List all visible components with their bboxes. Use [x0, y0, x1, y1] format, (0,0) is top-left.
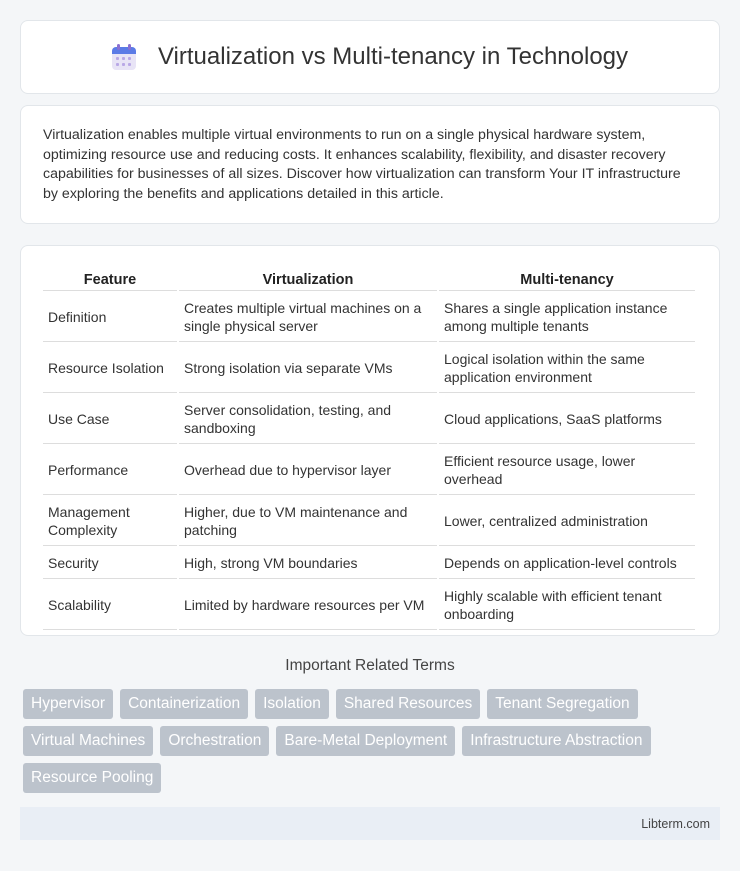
calendar-icon: [112, 44, 136, 70]
multi-tenancy-cell: Efficient resource usage, lower overhead: [439, 446, 695, 495]
multi-tenancy-cell: Logical isolation within the same application environment: [439, 344, 695, 393]
virtualization-cell: Overhead due to hypervisor layer: [179, 446, 437, 495]
virtualization-cell: Creates multiple virtual machines on a single physical server: [179, 293, 437, 342]
multi-tenancy-cell: Depends on application-level controls: [439, 548, 695, 579]
multi-tenancy-cell: Lower, centralized administration: [439, 497, 695, 546]
header-feature: Feature: [43, 268, 177, 291]
table-row: [43, 497, 695, 546]
table-row: [43, 548, 695, 579]
tag-resource-pooling[interactable]: Resource Pooling: [23, 763, 161, 793]
header-multi-tenancy: Multi-tenancy: [439, 268, 695, 291]
tag-bare-metal-deployment[interactable]: Bare-Metal Deployment: [276, 726, 455, 756]
intro-card: [20, 105, 720, 224]
related-terms-title: Important Related Terms: [285, 657, 455, 674]
tag-hypervisor[interactable]: Hypervisor: [23, 689, 113, 719]
table-row: [43, 446, 695, 495]
table-row: [43, 395, 695, 444]
virtualization-cell: Strong isolation via separate VMs: [179, 344, 437, 393]
multi-tenancy-cell: Highly scalable with efficient tenant onboarding: [439, 581, 695, 630]
tag-isolation[interactable]: Isolation: [255, 689, 329, 719]
tag-virtual-machines[interactable]: Virtual Machines: [23, 726, 153, 756]
virtualization-cell: Limited by hardware resources per VM: [179, 581, 437, 630]
multi-tenancy-cell: Cloud applications, SaaS platforms: [439, 395, 695, 444]
intro-text: Virtualization enables multiple virtual environments to run on a single physical hardware system, optimizing resource use and reducing costs. It enhances scalability, flexibility, and disaster recovery capabilities for businesses of all sizes. Discover how virtualization can transform Your IT infrastructure by exploring the benefits and applications detailed in this article.: [43, 127, 681, 202]
feature-cell: Resource Isolation: [43, 344, 177, 393]
feature-cell: Definition: [43, 293, 177, 342]
feature-cell: Management Complexity: [43, 497, 177, 546]
tag-containerization[interactable]: Containerization: [120, 689, 248, 719]
tag-tenant-segregation[interactable]: Tenant Segregation: [487, 689, 637, 719]
feature-cell: Scalability: [43, 581, 177, 630]
header-card: [20, 20, 720, 94]
feature-cell: Security: [43, 548, 177, 579]
multi-tenancy-cell: Shares a single application instance among multiple tenants: [439, 293, 695, 342]
feature-cell: Performance: [43, 446, 177, 495]
header-virtualization: Virtualization: [179, 268, 437, 291]
tag-shared-resources[interactable]: Shared Resources: [336, 689, 480, 719]
footer-site-link[interactable]: Libterm.com: [641, 816, 710, 831]
table-row: [43, 293, 695, 342]
table-row: [43, 581, 695, 630]
virtualization-cell: Higher, due to VM maintenance and patching: [179, 497, 437, 546]
feature-cell: Use Case: [43, 395, 177, 444]
table-row: [43, 344, 695, 393]
page-title: Virtualization vs Multi-tenancy in Technology: [157, 43, 629, 70]
tag-orchestration[interactable]: Orchestration: [160, 726, 269, 756]
related-terms-tags: [23, 689, 713, 793]
virtualization-cell: High, strong VM boundaries: [179, 548, 437, 579]
footer: [20, 807, 720, 840]
tag-infrastructure-abstraction[interactable]: Infrastructure Abstraction: [462, 726, 650, 756]
comparison-table: [41, 266, 697, 632]
comparison-card: [20, 245, 720, 636]
virtualization-cell: Server consolidation, testing, and sandboxing: [179, 395, 437, 444]
